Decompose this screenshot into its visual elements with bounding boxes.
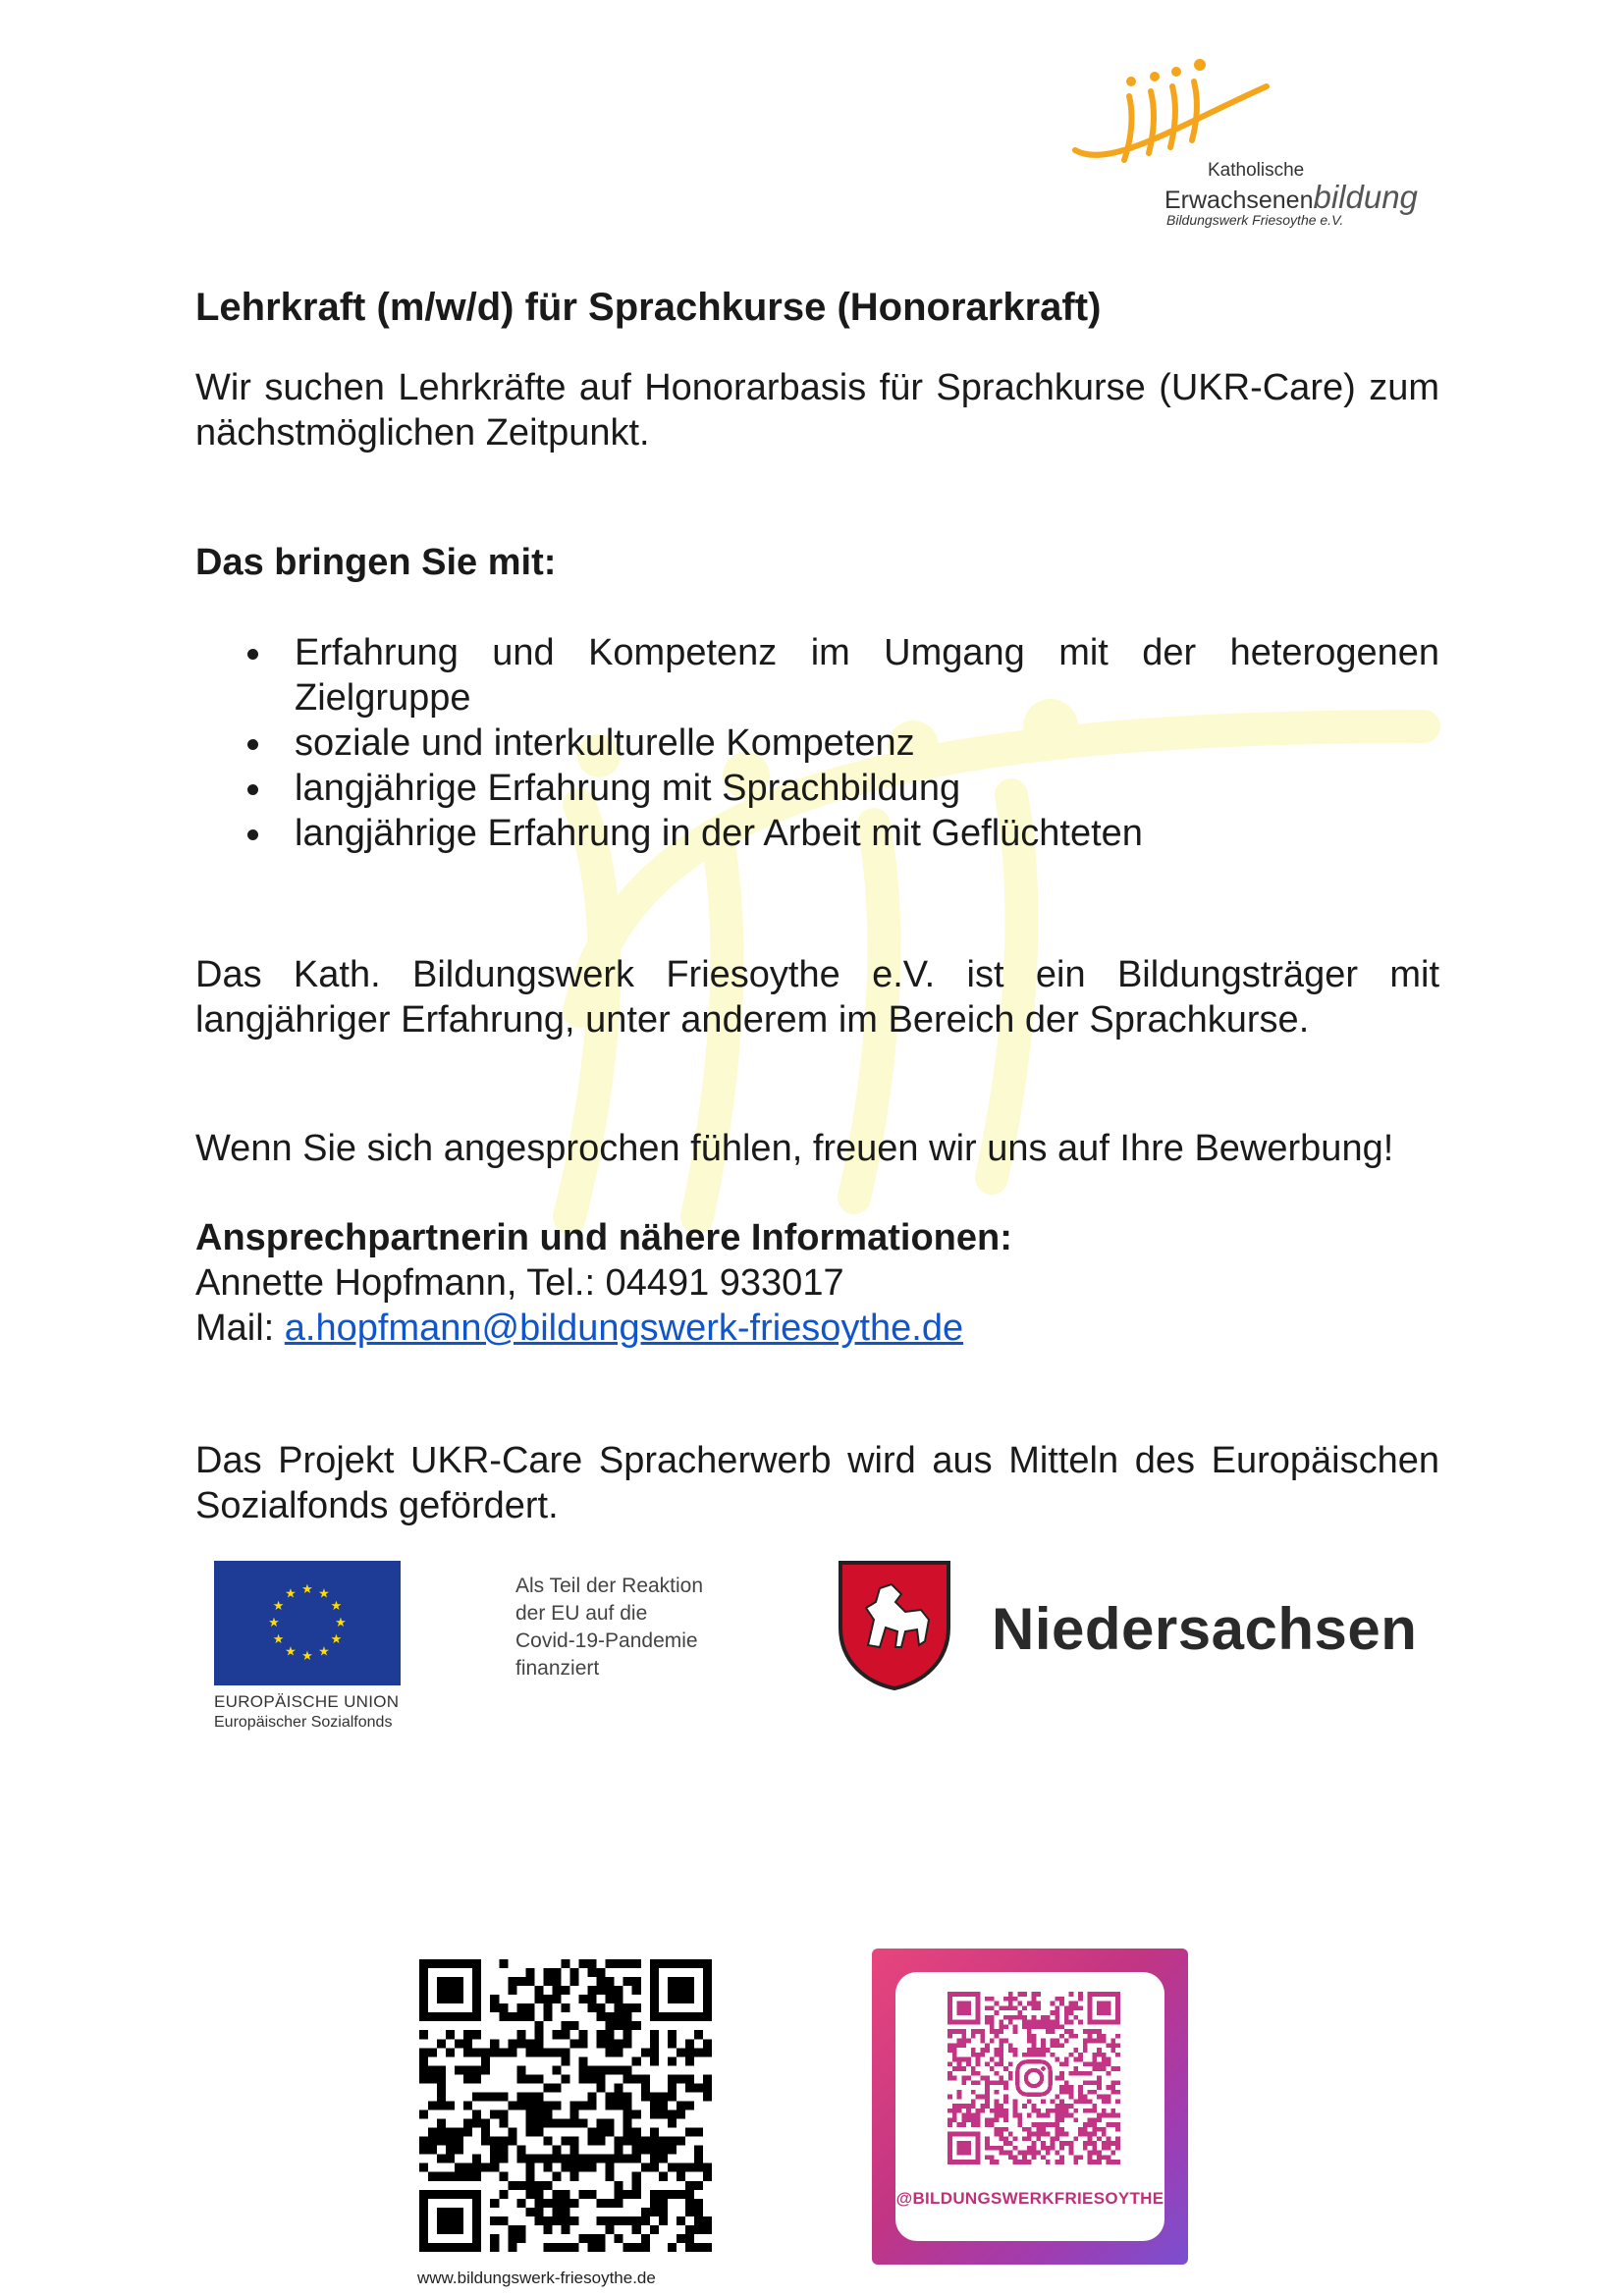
instagram-qr-inner (895, 1972, 1164, 2241)
organization-logo (1070, 57, 1463, 234)
covid-note-line: Covid-19-Pandemie (515, 1629, 698, 1652)
instagram-qr-card[interactable] (872, 1949, 1188, 2265)
state-name: Niedersachsen (992, 1596, 1418, 1662)
logo-text-prefix: Erwachsenen (1164, 187, 1314, 214)
instagram-icon (1017, 2061, 1050, 2094)
eu-star-icon: ★ (330, 1598, 343, 1613)
contact-heading: Ansprechpartnerin und nähere Informationen: (195, 1217, 1012, 1258)
funding-paragraph: Das Projekt UKR-Care Spracherwerb wird aus Mitteln des Europäischen Sozialfonds gefördert. (195, 1440, 1439, 1526)
apply-paragraph: Wenn Sie sich angesprochen fühlen, freuen wir uns auf Ihre Bewerbung! (195, 1128, 1394, 1169)
eu-star-icon: ★ (272, 1598, 285, 1613)
logo-subtitle: Bildungswerk Friesoythe e.V. (1166, 212, 1344, 228)
eu-fund: Europäischer Sozialfonds (214, 1714, 393, 1731)
list-item: soziale und interkulturelle Kompetenz (195, 721, 1439, 766)
contact-name-phone: Annette Hopfmann, Tel.: 04491 933017 (195, 1262, 844, 1304)
covid-note-line: der EU auf die (515, 1602, 648, 1625)
intro-paragraph: Wir suchen Lehrkräfte auf Honorarbasis für Sprachkurse (UKR-Care) zum nächstmöglichen Zeitpunkt. (195, 367, 1439, 454)
contact-mail-line (195, 1306, 1439, 1351)
logo-text-line1: Katholische (1208, 160, 1305, 181)
covid-note-line: finanziert (515, 1657, 600, 1680)
logo-figures-icon (1070, 57, 1286, 165)
list-item: langjährige Erfahrung in der Arbeit mit Geflüchteten (195, 811, 1439, 856)
eu-star-icon: ★ (268, 1615, 280, 1629)
website-url: www.bildungswerk-friesoythe.de (417, 2269, 656, 2287)
eu-star-icon: ★ (272, 1631, 285, 1646)
instagram-qr-code-icon (947, 1992, 1120, 2164)
eu-flag-icon (214, 1561, 401, 1685)
list-item: langjährige Erfahrung mit Sprachbildung (195, 766, 1439, 811)
page-title: Lehrkraft (m/w/d) für Sprachkurse (Honorarkraft) (195, 286, 1102, 329)
logo-text-line2 (1164, 181, 1418, 213)
requirements-heading: Das bringen Sie mit: (195, 542, 557, 583)
eu-star-icon: ★ (285, 1585, 297, 1601)
eu-name: EUROPÄISCHE UNION (214, 1692, 400, 1711)
instagram-handle: @BILDUNGSWERKFRIESOYTHE (895, 2189, 1164, 2208)
eu-star-icon: ★ (318, 1643, 330, 1659)
eu-star-icon: ★ (285, 1643, 297, 1659)
eu-star-icon: ★ (318, 1585, 330, 1601)
about-paragraph: Das Kath. Bildungswerk Friesoythe e.V. ist ein Bildungsträger mit langjähriger Erfahrung, unter anderem im Bereich der Sprachkurse. (195, 954, 1439, 1041)
niedersachsen-horse-icon (837, 1559, 952, 1692)
logo-text-accent: bildung (1313, 179, 1418, 215)
eu-star-icon: ★ (330, 1631, 343, 1646)
list-item: Erfahrung und Kompetenz im Umgang mit der heterogenen Zielgruppe (195, 630, 1439, 721)
mail-label: Mail: (195, 1308, 285, 1349)
website-qr-code-icon[interactable] (419, 1959, 712, 2252)
covid-funding-note (515, 1573, 751, 1682)
eu-star-icon: ★ (301, 1648, 313, 1663)
qr-modules (419, 1959, 712, 2252)
eu-star-icon: ★ (301, 1581, 313, 1596)
eu-star-icon: ★ (335, 1615, 347, 1629)
qr-modules (947, 1992, 1120, 2164)
covid-note-line: Als Teil der Reaktion (515, 1575, 704, 1597)
requirements-list (195, 630, 1439, 856)
email-link[interactable]: a.hopfmann@bildungswerk-friesoythe.de (284, 1308, 964, 1349)
